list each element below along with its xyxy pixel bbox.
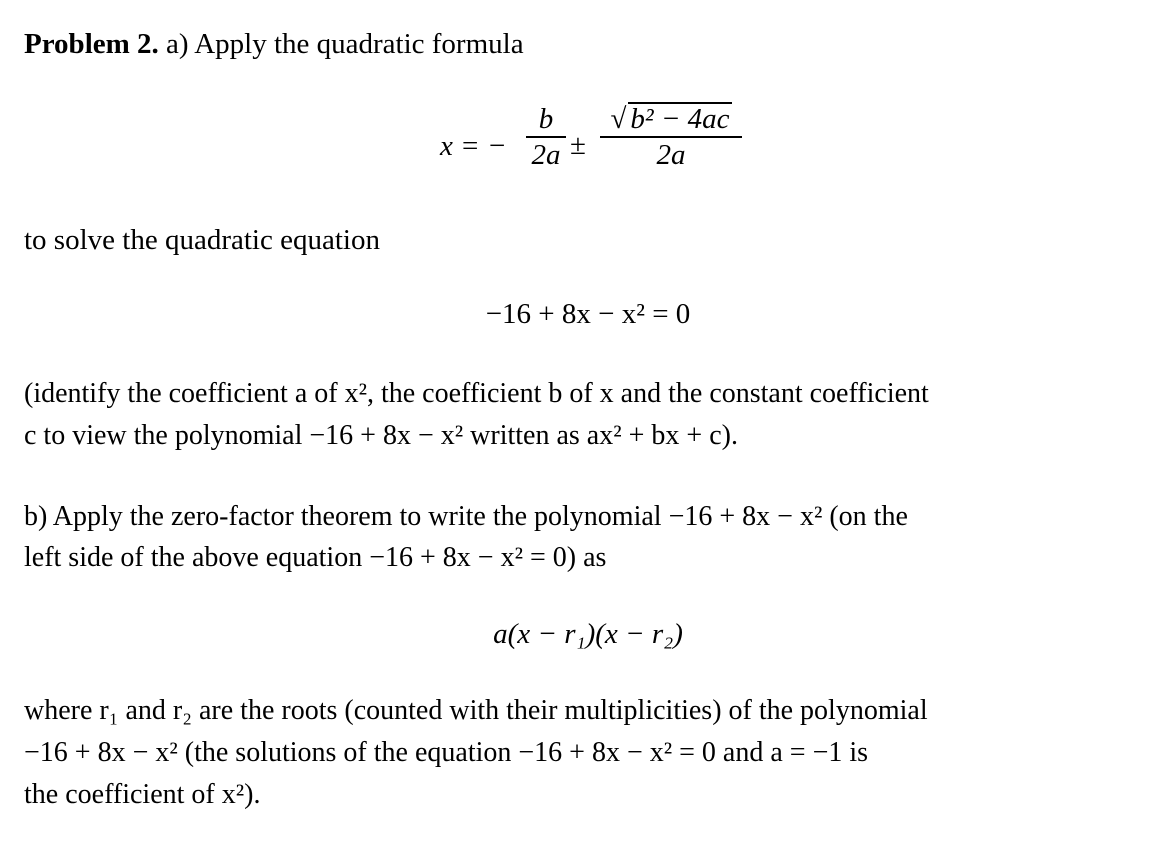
fraction-sqrt-over-2a (600, 102, 742, 172)
problem-intro: a) Apply the quadratic formula (166, 28, 524, 60)
where-line-1: where r₁ and r₂ are the roots (counted with their multiplicities) of the polynomial (24, 695, 928, 726)
problem-label: Problem 2. (24, 28, 159, 60)
identify-line-2: c to view the polynomial −16 + 8x − x² written as ax² + bx + c). (24, 420, 738, 451)
factored-form: a(x − r₁)(x − r₂) (493, 618, 683, 650)
where-line-2: −16 + 8x − x² (the solutions of the equation −16 + 8x − x² = 0 and a = −1 is (24, 737, 869, 768)
part-b-line-1: b) Apply the zero-factor theorem to write the polynomial −16 + 8x − x² (on the (24, 501, 908, 532)
quadratic-equation: −16 + 8x − x² = 0 (485, 298, 691, 330)
radicand: b² − 4ac (630, 103, 730, 135)
problem-heading (24, 26, 524, 62)
to-solve-text: to solve the quadratic equation (24, 224, 380, 256)
identify-line-1: (identify the coefficient a of x², the coefficient b of x and the constant coefficient (24, 378, 929, 409)
plus-minus-sign: ± (570, 129, 586, 161)
sqrt-icon: √ (610, 103, 627, 135)
fraction2-denominator: 2a (656, 139, 686, 171)
fraction2-numerator (600, 102, 742, 136)
fraction1-numerator: b (538, 103, 554, 135)
fraction1-denominator: 2a (531, 139, 561, 171)
part-b-line-2: left side of the above equation −16 + 8x − x² = 0) as (24, 542, 607, 573)
fraction-b-over-2a (526, 102, 566, 172)
formula-lhs: x = − (440, 130, 507, 162)
where-line-3: the coefficient of x²). (24, 779, 261, 810)
